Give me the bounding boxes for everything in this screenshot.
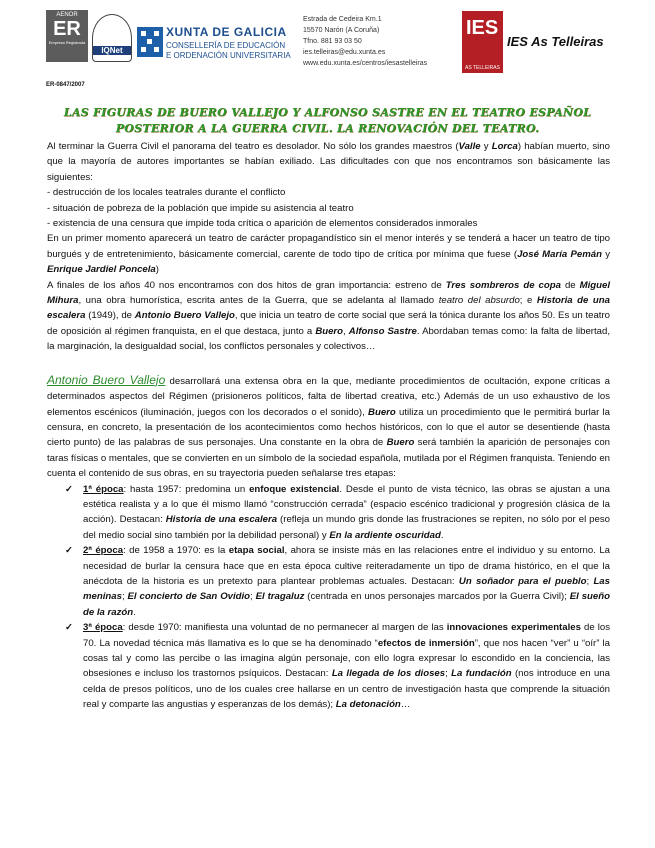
website-line: www.edu.xunta.es/centros/iesastelleiras xyxy=(303,60,428,67)
aenor-logo-top: AENOR xyxy=(56,12,78,18)
list-item: - existencia de una censura que impide toda crítica o aparición de elementos considerados inmorales xyxy=(47,218,478,230)
school-address xyxy=(303,14,427,69)
xunta-flag-icon xyxy=(137,27,163,57)
aenor-code: ER-0847/2007 xyxy=(46,82,85,88)
email-line: ies.telleiras@edu.xunta.es xyxy=(303,49,386,56)
xunta-title: XUNTA DE GALICIA xyxy=(166,25,287,39)
xunta-subtitle xyxy=(166,41,291,61)
document-title-line1: LAS FIGURAS DE BUERO VALLEJO Y ALFONSO SASTRE EN EL TEATRO ESPAÑOL xyxy=(63,106,592,119)
check-icon: ✓ xyxy=(65,483,74,495)
list-item: - situación de pobreza de la población que impide su asistencia al teatro xyxy=(47,202,354,214)
list-item: - destrucción de los locales teatrales durante el conflicto xyxy=(47,187,286,199)
document-body xyxy=(47,139,610,713)
check-icon: ✓ xyxy=(65,622,74,634)
ies-logo xyxy=(462,11,503,73)
epoca-item: ✓ 2ª época: de 1958 a 1970: es la etapa social, ahora se insiste más en las relaciones entre el individuo y su entorno. La necesidad de burlar la censura hace que en esta época cultive reiteradamente un tipo de drama histórico, en el que la anécdota de la historia es un pretexto para plantear problemas actuales. Destacan: Un soñador para el pueblo; Las meninas; El concierto de San Ovidio; El tragaluz (centrada en unos personajes marcados por la Guerra Civil); El sueño de la razón. xyxy=(65,545,610,618)
aenor-logo-sub: Empresa Registrada xyxy=(48,40,86,45)
address-line: 15570 Narón (A Coruña) xyxy=(303,27,380,34)
buero-paragraph: Antonio Buero Vallejo desarrollará una extensa obra en la que, mediante procedimientos de ocultación, expone críticas a determinados aspectos del Régimen (prisioneros políticos, falta de libertad creativa, etc.) Además de un uso exhaustivo de los elementos escénicos (iluminación, juegos con los decorados o el sonido), Buero utiliza un procedimiento que le permitirá burlar la censura, en concreto, la presentación de los acontecimientos como hechos históricos, con lo que el autor se desentiende (hasta cierto punto) de las palabras de sus personajes. Una constante en la obra de Buero será también la aparición de personajes con taras físicas o mentales, que se convierten en un símbolo de la sociedad española, mutilada por el Régimen franquista. Teniendo en cuenta el contenido de sus obras, en su trayectoria pueden señalarse tres etapas: xyxy=(47,372,610,480)
aenor-logo xyxy=(46,10,88,62)
iqnet-logo xyxy=(92,14,132,62)
epoca-item: ✓ 1ª época: hasta 1957: predomina un enfoque existencial. Desde el punto de vista técnico, las obras se ajustan a una estética realista y a lo que él mismo llamó “construcción cerrada” (espacio escénico tradicional y progresión clásica de la acción). Destacan: Historia de una escalera (refleja un mundo gris donde las frustraciones se repiten, no sólo por el peso del medio social sino también por la debilidad personal) y En la ardiente oscuridad. xyxy=(65,483,610,541)
document-title-line2: POSTERIOR A LA GUERRA CIVIL. LA RENOVACIÓN DEL TEATRO. xyxy=(115,122,540,135)
document-header xyxy=(0,0,655,100)
check-icon: ✓ xyxy=(65,545,74,557)
iqnet-label: IQNet xyxy=(93,46,131,55)
forties-paragraph: A finales de los años 40 nos encontramos con dos hitos de gran importancia: estreno de Tres sombreros de copa de Miguel Mihura, una obra humorística, escrita antes de la Guerra, que se adelanta al llamado teatro del absurdo; e Historia de una escalera (1949), de Antonio Buero Vallejo, que inicia un teatro de corte social que será la tónica durante los años 50. Es un teatro de oposición al régimen franquista, en el que destaca, junto a Buero, Alfonso Sastre. Abordaban temas como: la falta de libertad, la marginación, la desigualdad social, los conflictos personales y colectivos… xyxy=(47,279,610,353)
epocas-list xyxy=(47,482,610,713)
epoca-item: ✓ 3ª época: desde 1970: manifiesta una voluntad de no permanecer al margen de las innovaciones experimentales de los 70. La novedad técnica más llamativa es lo que se ha denominado “efectos de inmersión”, que nos hacen “ver” u “oír” la cosas tal y como las percibe o las imagina algún personaje, con ello logra expresar lo escondido en la conciencia, las obsesiones e incluso los trastornos psíquicos. Destacan: La llegada de los dioses; La fundación (nos introduce en una celda de presos políticos, uno de los cuales cree hallarse en un centro de investigación hasta que comprende la situación real y comparte las angustias y esperanzas de los demás); La detonación… xyxy=(65,622,610,711)
aenor-logo-mark: ER xyxy=(53,18,81,40)
phone-line: Tfno. 881 93 03 50 xyxy=(303,38,362,45)
intro-paragraph: Al terminar la Guerra Civil el panorama del teatro es desolador. No sólo los grandes maestros (Valle y Lorca) habían muerto, sino que la mayoría de autores importantes se habían exiliado. Las dificultades con que nos encontramos son básicamente las siguientes: xyxy=(47,141,610,183)
ies-logo-text: IES xyxy=(466,17,499,39)
postwar-paragraph: En un primer momento aparecerá un teatro de carácter propagandístico sin el menor interés y se tenderá a hacer un teatro de tipo burgués y de entretenimiento, básicamente comercial, carente de todo tipo de crítica por mínima que fuese (José María Pemán y Enrique Jardiel Poncela) xyxy=(47,233,610,276)
xunta-sub-line: E ORDENACIÓN UNIVERSITARIA xyxy=(166,51,291,60)
buero-heading: Antonio Buero Vallejo xyxy=(47,372,166,387)
address-line: Estrada de Cedeira Km.1 xyxy=(303,16,382,23)
ies-logo-small: AS TELLEIRAS xyxy=(465,65,500,71)
school-name: IES As Telleiras xyxy=(507,34,604,49)
xunta-sub-line: CONSELLERÍA DE EDUCACIÓN xyxy=(166,41,286,50)
